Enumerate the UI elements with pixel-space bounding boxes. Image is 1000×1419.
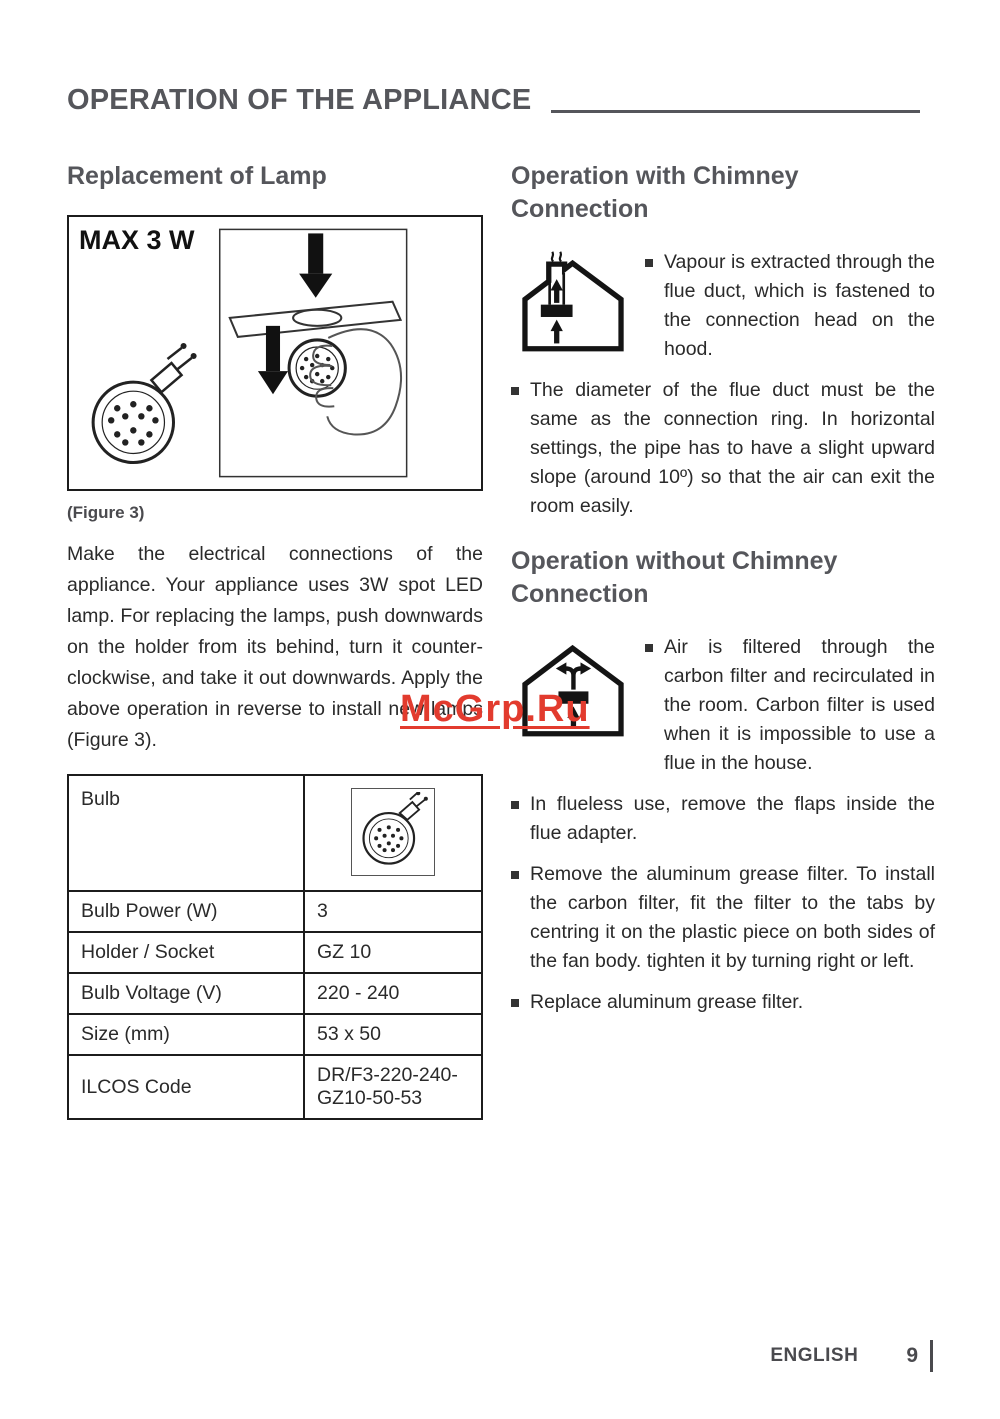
section-title-without-chimney: Operation without Chimney Connection [511,547,838,608]
spec-value: DR/F3-220-240-GZ10-50-53 [304,1055,482,1119]
bullet-item [511,376,935,521]
bullet-text: Air is filtered through the carbon filter and recirculated in the room. Carbon filter is used when it is impossible to use a flue in the house. [664,636,935,774]
table-row [68,932,482,973]
spec-label: Holder / Socket [68,932,304,973]
title-rule [551,110,920,113]
footer-page-number: 9 [906,1344,918,1367]
table-row [68,891,482,932]
bullet-text: Replace aluminum grease filter. [530,991,804,1013]
bulb-photo-cell [304,775,482,891]
bullet-square [511,801,519,809]
bullet-square [511,387,519,395]
bullet-text: Remove the aluminum grease filter. To install the carbon filter, fit the filter to the tabs by centring it on the plastic piece on both sides of the fan body. tighten it by turning right or left. [530,863,935,972]
spec-value: 220 - 240 [304,973,482,1014]
bullet-item [645,633,935,778]
bullet-item [511,988,935,1017]
figure-caption: (Figure 3) [67,503,145,522]
section-title-with-chimney: Operation with Chimney Connection [511,162,799,223]
footer-language: ENGLISH [770,1345,859,1366]
right-column [511,160,935,1029]
section-title-replacement-of-lamp: Replacement of Lamp [67,162,327,190]
table-row [68,775,482,891]
lamp-replacement-illustration [69,217,481,489]
bullet-square [511,999,519,1007]
down-arrow-icon [258,326,288,394]
spec-value: 3 [304,891,482,932]
house-chimney-icon [511,250,635,354]
page-footer [770,1340,933,1372]
page-title: OPERATION OF THE APPLIANCE [67,84,532,116]
bullet-text: Vapour is extracted through the flue duct, which is fastened to the connection head on the hood. [664,251,935,360]
left-column [67,160,483,1120]
lamp-replacement-paragraph: Make the electrical connections of the appliance. Your appliance uses 3W spot LED lamp. For replacing the lamps, push downwards on the holder from its behind, turn it counter-clockwise, and take it out downwards. Apply the above operation in reverse to install new lamps (Figure 3). [67,543,483,751]
table-row [68,973,482,1014]
chimney-intro-row [511,248,935,364]
lamp-replacement-figure [67,215,483,491]
bullet-square [645,259,653,267]
bullet-item [511,860,935,976]
spec-label: Bulb Power (W) [68,891,304,932]
table-row [68,1055,482,1119]
spec-value: 53 x 50 [304,1014,482,1055]
bullet-item [645,248,935,364]
spec-label: Bulb Voltage (V) [68,973,304,1014]
bullet-square [511,871,519,879]
spec-label: ILCOS Code [68,1055,304,1119]
spec-value: GZ 10 [304,932,482,973]
table-row [68,1014,482,1055]
footer-rule [930,1340,933,1372]
bulb-spec-table [67,774,483,1120]
bullet-item [511,790,935,848]
page-header [67,84,920,117]
bullet-text: The diameter of the flue duct must be the same as the connection ring. In horizontal settings, the pipe has to have a slight upward slope (around 10º) so that the air can exit the room easily. [530,379,935,517]
max-wattage-label: MAX 3 W [79,225,195,255]
spot-bulb-icon [93,343,197,463]
bullet-text: In flueless use, remove the flaps inside the flue adapter. [530,793,935,844]
bulb-photo [351,788,435,876]
bullet-square [645,644,653,652]
watermark: McGrp.Ru [400,688,590,730]
spec-label: Size (mm) [68,1014,304,1055]
spot-bulb-icon [355,792,431,872]
spec-label: Bulb [68,775,304,891]
down-arrow-icon [299,233,332,297]
